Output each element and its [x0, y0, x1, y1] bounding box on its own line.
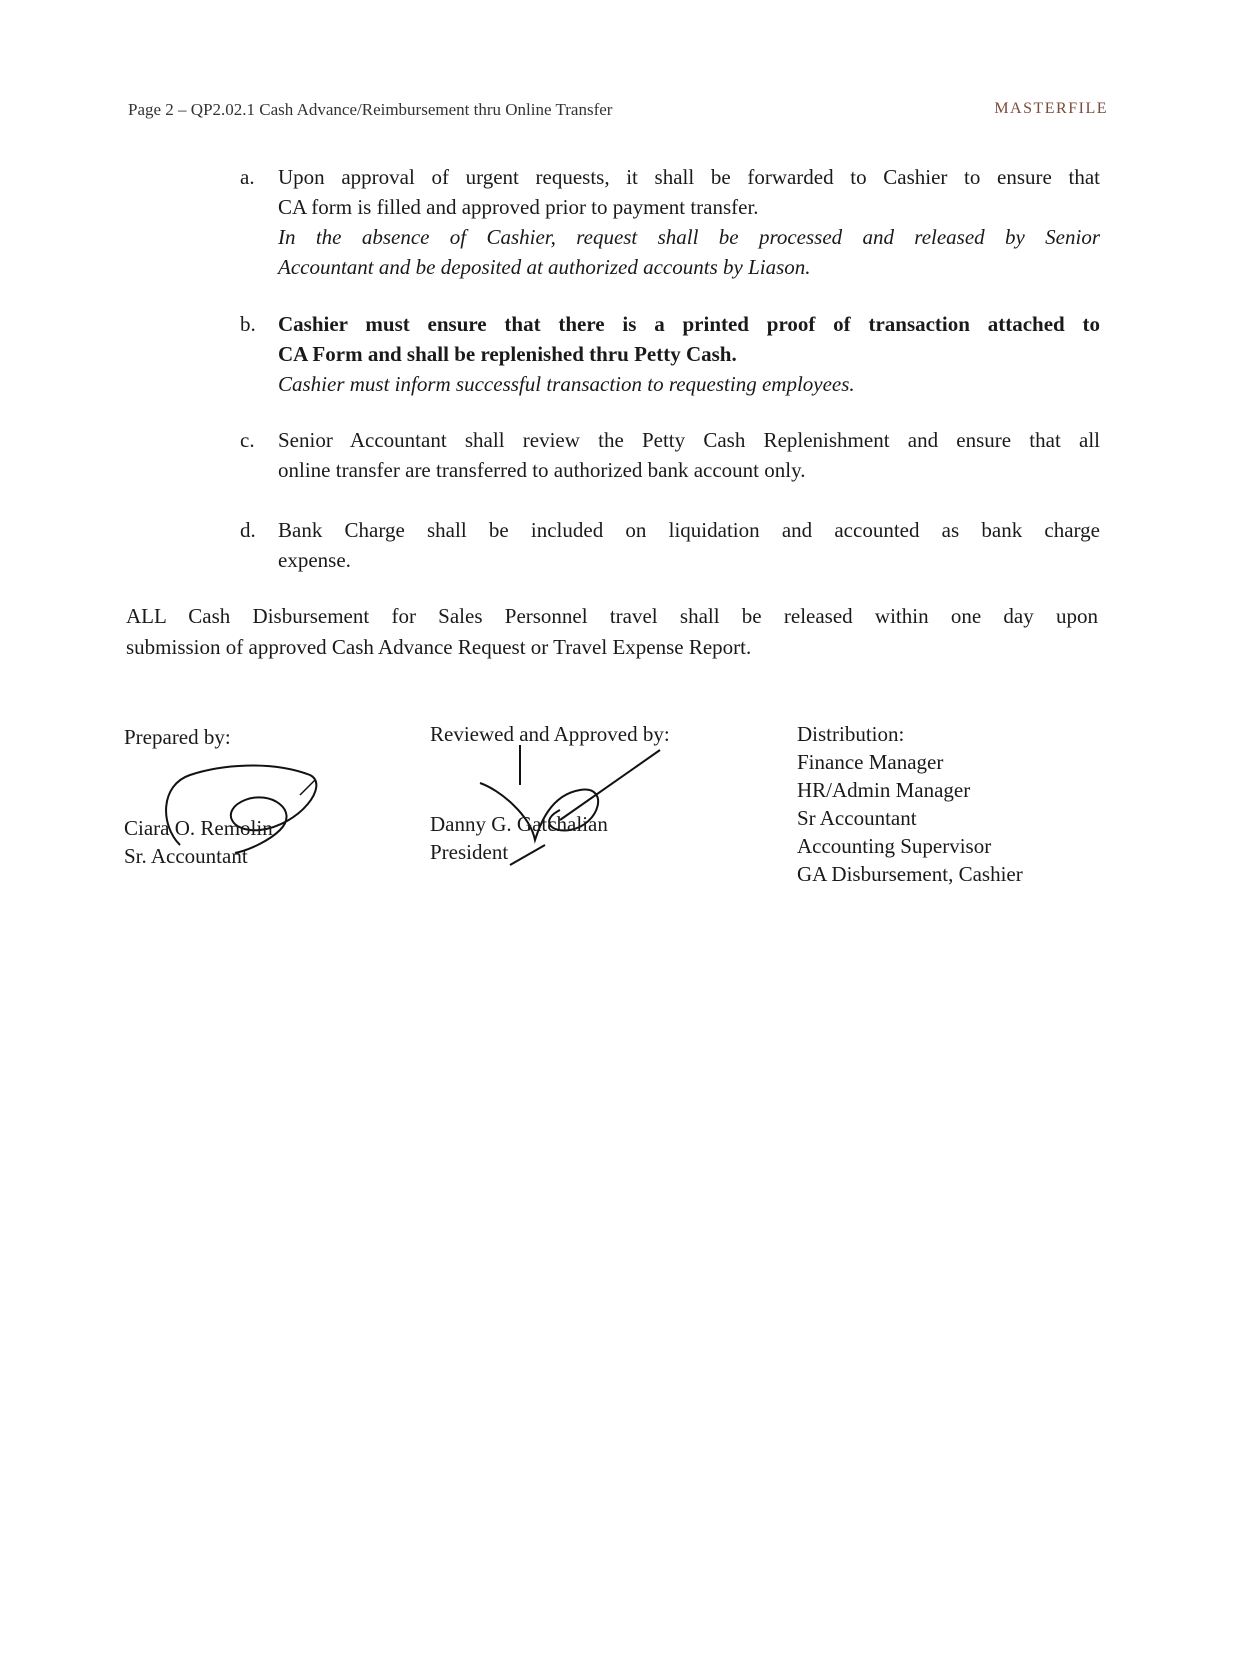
- reviewed-by-block: [430, 720, 670, 748]
- distribution-recipient: Accounting Supervisor: [797, 834, 992, 858]
- item-letter: b.: [240, 312, 256, 336]
- item-letter: d.: [240, 518, 256, 542]
- prepared-name-block: [124, 814, 273, 870]
- prepared-by-block: [124, 723, 231, 751]
- prepared-title: Sr. Accountant: [124, 844, 248, 868]
- reviewed-name-block: [430, 810, 608, 866]
- item-text-line: expense.: [278, 548, 351, 572]
- item-note-line: In the absence of Cashier, request shall be processed and released by Senior: [278, 225, 1100, 249]
- distribution-recipient: HR/Admin Manager: [797, 778, 971, 802]
- item-letter: a.: [240, 165, 255, 189]
- item-text-line: Cashier must ensure that there is a printed proof of transaction attached to: [278, 312, 1100, 336]
- header-masterfile-label: MASTERFILE: [994, 100, 1108, 117]
- distribution-recipient: Sr Accountant: [797, 806, 917, 830]
- distribution-label: Distribution:: [797, 722, 905, 746]
- header-document-reference: Page 2 – QP2.02.1 Cash Advance/Reimbursement thru Online Transfer: [128, 100, 613, 119]
- distribution-recipient: GA Disbursement, Cashier: [797, 862, 1023, 886]
- item-text-line: Senior Accountant shall review the Petty Cash Replenishment and ensure that all: [278, 428, 1100, 452]
- reviewed-name: Danny G. Gatchalian: [430, 812, 608, 836]
- distribution-recipient: Finance Manager: [797, 750, 944, 774]
- closing-paragraph: [126, 601, 1098, 663]
- list-item-a: [240, 162, 1100, 282]
- list-item-c: [240, 425, 1100, 487]
- list-item-b: [240, 309, 1100, 401]
- item-text-line: Bank Charge shall be included on liquidation and accounted as bank charge: [278, 518, 1100, 542]
- item-text-line: CA form is filled and approved prior to payment transfer.: [278, 195, 759, 219]
- item-note-line: Accountant and be deposited at authorized accounts by Liason.: [278, 255, 811, 279]
- item-letter: c.: [240, 428, 255, 452]
- item-note-line: Cashier must inform successful transaction to requesting employees.: [278, 372, 855, 396]
- item-text-line: online transfer are transferred to authorized bank account only.: [278, 458, 806, 482]
- reviewed-by-label: Reviewed and Approved by:: [430, 722, 670, 746]
- list-item-d: [240, 515, 1100, 577]
- distribution-block: [797, 720, 1023, 888]
- reviewed-title: President: [430, 840, 509, 864]
- prepared-by-label: Prepared by:: [124, 725, 231, 749]
- closing-line: submission of approved Cash Advance Request or Travel Expense Report.: [126, 635, 752, 659]
- item-text-line: Upon approval of urgent requests, it shall be forwarded to Cashier to ensure that: [278, 165, 1100, 189]
- item-text-line: CA Form and shall be replenished thru Petty Cash.: [278, 342, 737, 366]
- closing-line: ALL Cash Disbursement for Sales Personnel travel shall be released within one day upon: [126, 604, 1098, 628]
- prepared-name: Ciara O. Remolin: [124, 816, 273, 840]
